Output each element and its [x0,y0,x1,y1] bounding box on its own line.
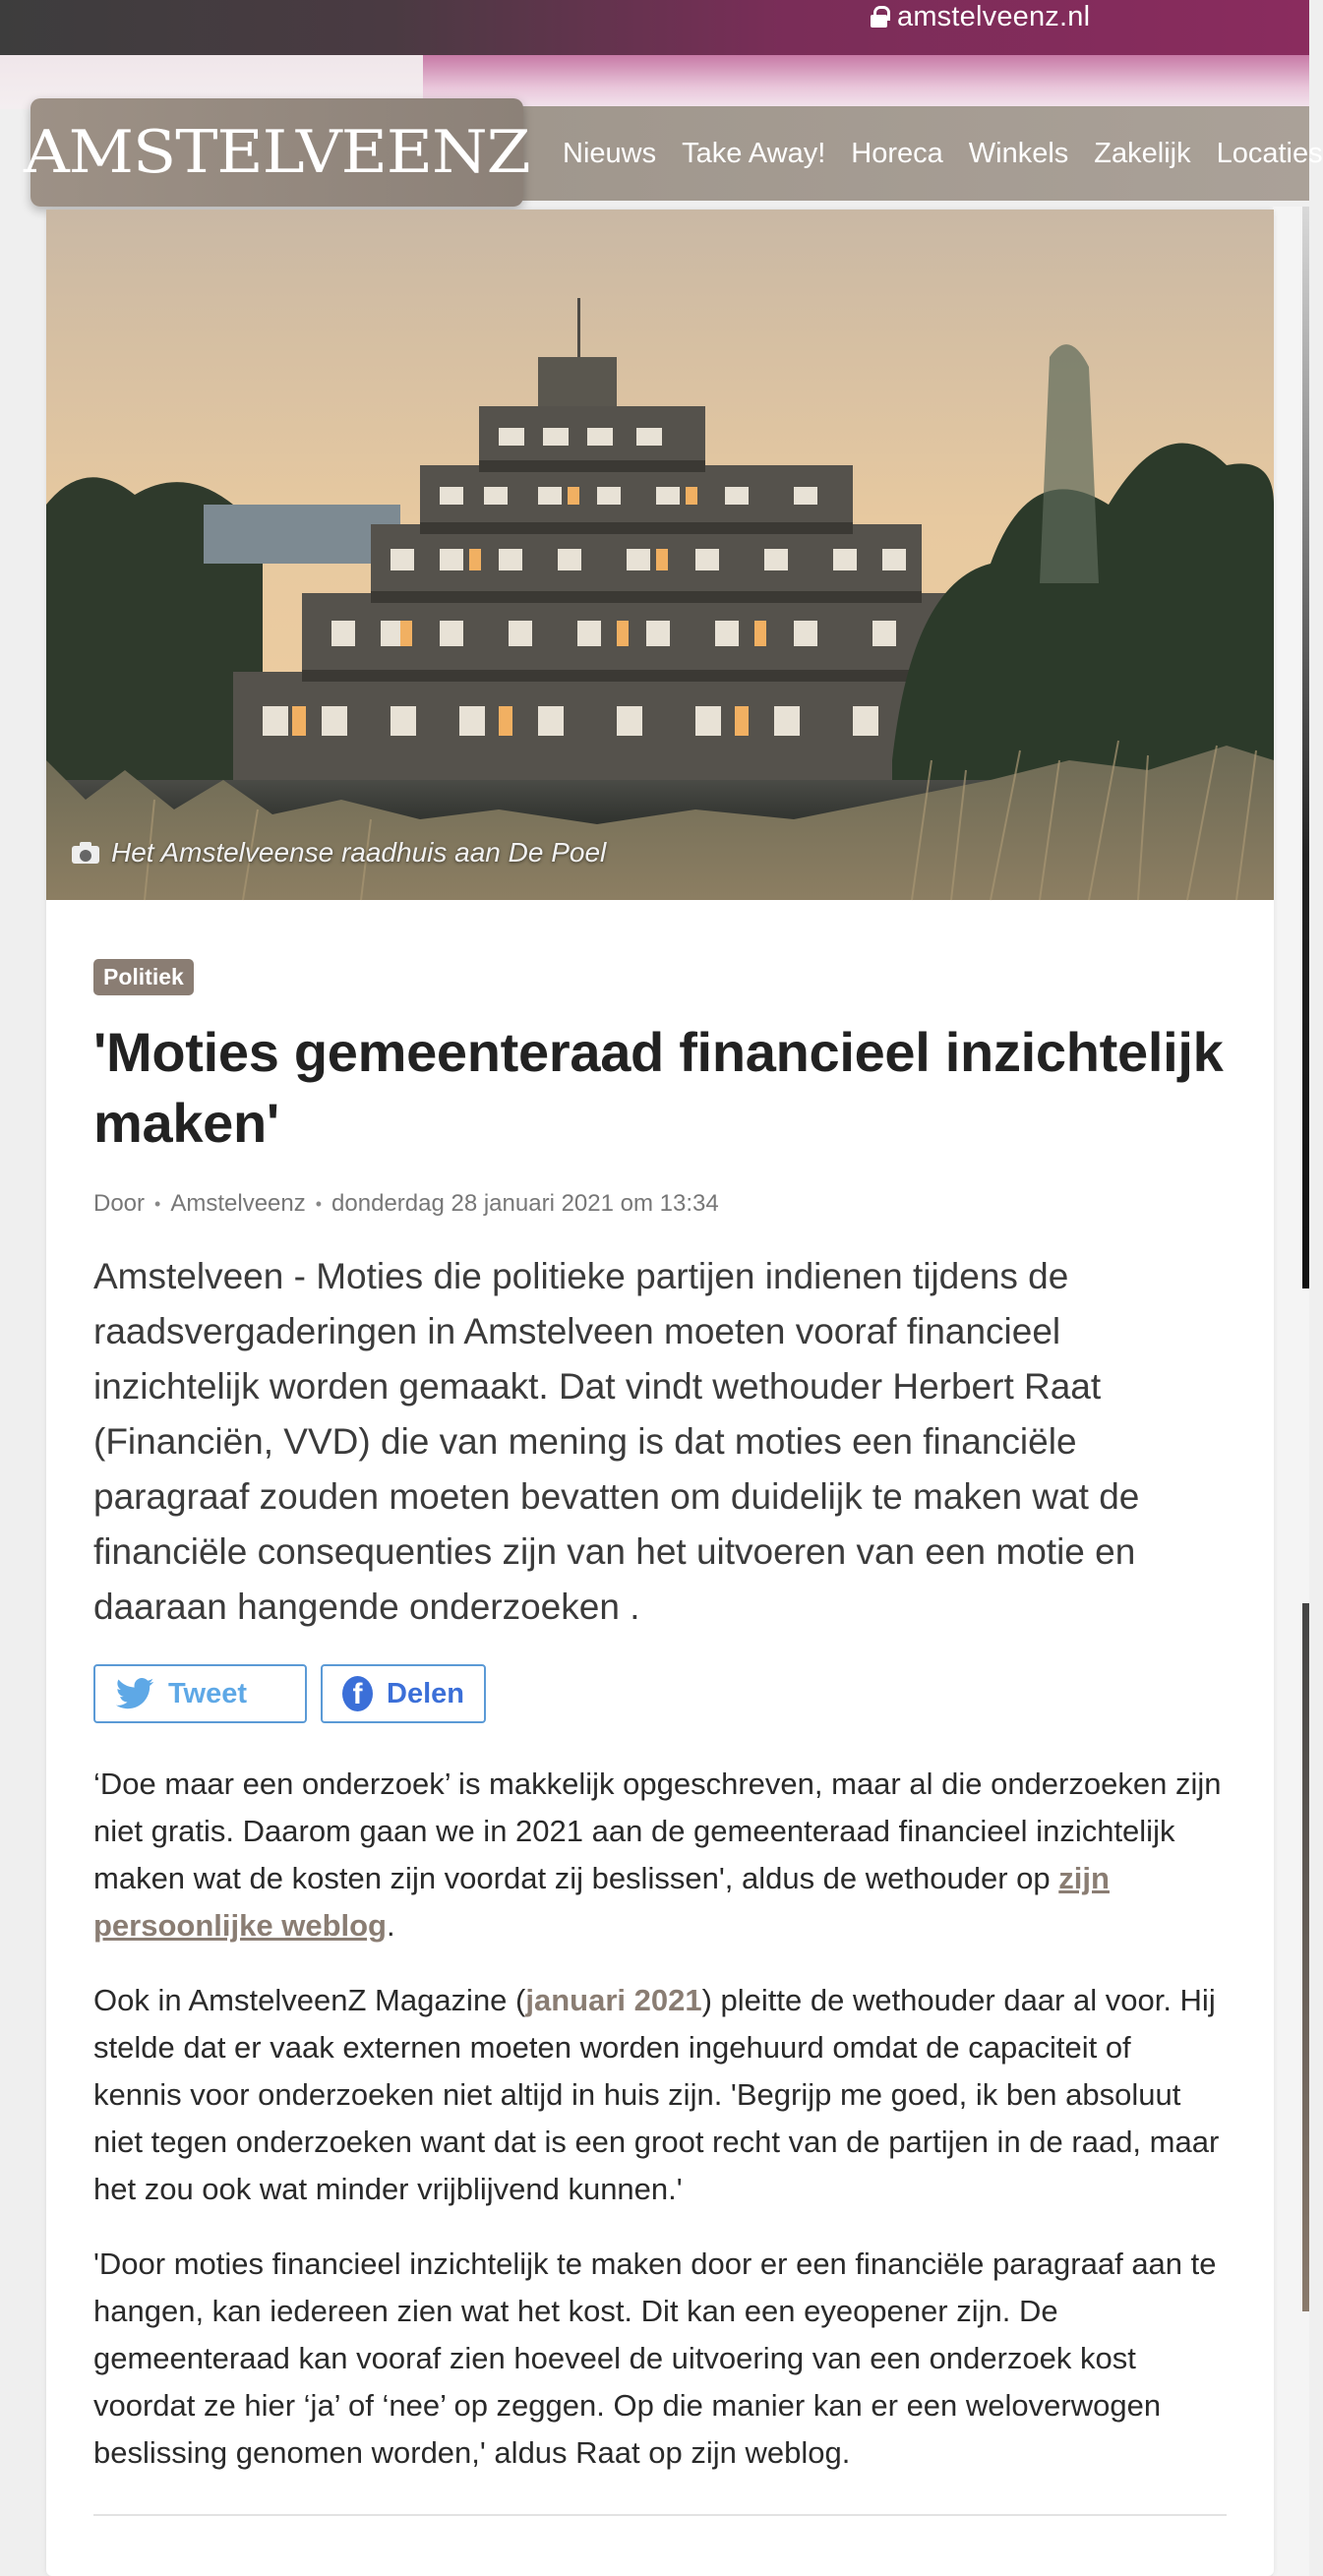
facebook-share-label: Delen [387,1677,464,1709]
paragraph-2-start: Ook in AmstelveenZ Magazine ( [93,1983,526,2017]
weblog-link[interactable]: zijn persoonlijke weblog [93,1861,1110,1943]
facebook-share-button[interactable] [321,1664,486,1723]
twitter-icon [115,1678,154,1709]
camera-icon [72,842,99,864]
lock-icon [871,6,887,28]
town-hall-photo [46,210,1274,900]
article-body [93,1761,1227,2477]
main-nav [462,106,1323,201]
meta-separator: • [154,1193,161,1214]
nav-item-winkels[interactable]: Winkels [968,137,1069,169]
site-logo[interactable] [24,98,530,207]
paragraph-1-text: ‘Doe maar een onderzoek’ is makkelijk opgeschreven, maar al die onderzoeken zijn niet gratis. Daarom gaan we in 2021 aan de gemeenteraad financieel inzichtelijk maken wat de kosten zijn voordat zij beslissen', aldus de wethouder op [93,1767,1222,1895]
article-meta [93,1190,1227,1218]
header-backdrop [423,55,1309,109]
paragraph-3: 'Door moties financieel inzichtelijk te maken door er een financiële paragraaf aan te hangen, kan iedereen zien wat het kost. Dit kan een eyeopener zijn. De gemeenteraad kan vooraf zien hoeveel de uitvoering van een onderzoek kost voordat ze hier ‘ja’ of ‘nee’ op zeggen. Op die manier kan er een weloverwogen beslissing genomen worden,' aldus Raat op zijn weblog. [93,2247,1217,2470]
divider [93,2514,1227,2516]
nav-item-horeca[interactable]: Horeca [851,137,943,169]
share-buttons [93,1664,1227,1723]
paragraph-2 [93,1977,1227,2213]
next-article-peek [1273,207,1309,2576]
caption-text: Het Amstelveense raadhuis aan De Poel [111,837,607,868]
facebook-icon: f [342,1676,373,1711]
logo-text: AMSTELVEENZ [24,118,530,187]
paragraph-1-end: . [387,1908,395,1943]
browser-url-bar[interactable] [0,0,1309,55]
article-card [46,210,1274,2576]
meta-date: donderdag 28 januari 2021 om 13:34 [331,1190,719,1217]
nav-item-zakelijk[interactable]: Zakelijk [1094,137,1191,169]
tweet-label: Tweet [168,1677,248,1709]
meta-author: Amstelveenz [170,1190,306,1217]
hero-image [46,210,1274,900]
nav-item-nieuws[interactable]: Nieuws [563,137,657,169]
image-caption [72,837,606,869]
url-text: amstelveenz.nl [897,0,1091,32]
url-display[interactable] [871,0,1090,33]
paragraph-1 [93,1761,1227,1949]
paragraph-2-text: ) pleitte de wethouder daar al voor. Hij stelde dat er vaak externen moeten worden ingehuurd omdat de capaciteit of kennis voor onderzoeken niet altijd in huis zijn. 'Begrijp me goed, ik ben absoluut niet tegen onderzoeken want dat is een groot recht van de partijen in de raad, maar het zou ook wat minder vrijblijvend kunnen.' [93,1983,1220,2206]
magazine-link[interactable]: januari 2021 [525,1983,702,2017]
article-content [93,959,1227,2516]
article-title: 'Moties gemeenteraad financieel inzichtelijk maken' [93,1021,1224,1154]
nav-item-locaties[interactable]: Locaties [1216,137,1323,169]
meta-separator: • [315,1193,323,1214]
article-lead: Amstelveen - Moties die politieke partijen indienen tijdens de raadsvergaderingen in Amstelveen moeten vooraf financieel inzichtelijk worden gemaakt. Dat vindt wethouder Herbert Raat (Financiën, VVD) die van mening is dat moties een financiële paragraaf zouden moeten bevatten om duidelijk te maken wat de financiële consequenties zijn van het uitvoeren van een motie en daaraan hangende onderzoeken . [93,1256,1140,1627]
nav-item-take-away[interactable]: Take Away! [682,137,826,169]
category-badge[interactable]: Politiek [93,959,194,995]
tweet-button[interactable] [93,1664,307,1723]
meta-by: Door [93,1190,146,1217]
